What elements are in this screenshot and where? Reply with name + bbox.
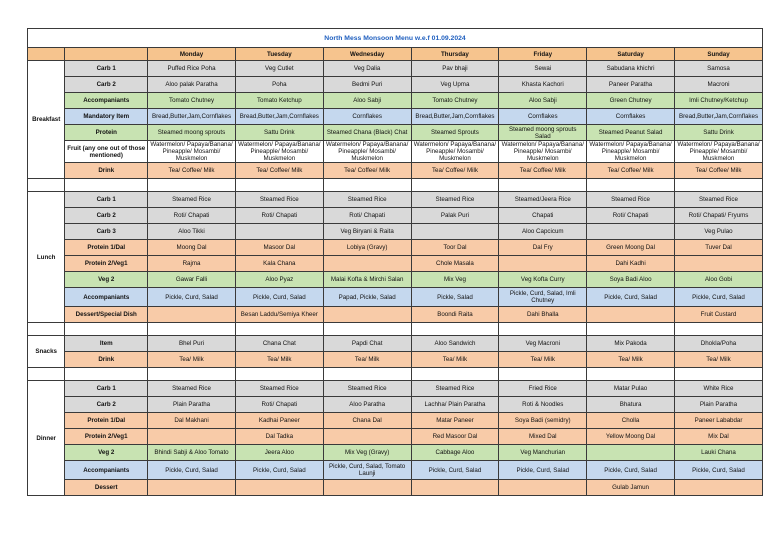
menu-cell-wednesday: Pickle, Curd, Salad, Tomato Launji	[323, 461, 411, 480]
spacer-cell	[148, 323, 236, 336]
menu-cell-friday: Dal Fry	[499, 240, 587, 256]
section-spacer-row	[28, 179, 763, 192]
menu-table	[27, 28, 763, 496]
menu-cell-thursday	[411, 224, 499, 240]
menu-cell-sunday: Macroni	[674, 77, 762, 93]
menu-cell-wednesday: Aloo Paratha	[323, 397, 411, 413]
menu-cell-saturday: Roti/ Chapati	[587, 208, 675, 224]
spacer-cell	[411, 323, 499, 336]
lunch-row	[28, 208, 763, 224]
menu-title: North Mess Monsoon Menu w.e.f 01.09.2024	[28, 29, 763, 48]
menu-cell-saturday	[587, 307, 675, 323]
spacer-cell	[411, 179, 499, 192]
menu-cell-friday: Tea/ Milk	[499, 352, 587, 368]
menu-cell-wednesday: Mix Veg (Gravy)	[323, 445, 411, 461]
menu-cell-monday: Steamed Rice	[148, 381, 236, 397]
menu-body	[28, 29, 763, 496]
spacer-cell	[499, 368, 587, 381]
menu-cell-sunday: Paneer Lababdar	[674, 413, 762, 429]
spacer-cell	[323, 368, 411, 381]
row-label: Protein 2/Veg1	[65, 256, 148, 272]
menu-cell-thursday: Palak Puri	[411, 208, 499, 224]
menu-cell-saturday: Pickle, Curd, Salad	[587, 461, 675, 480]
menu-cell-thursday: Lachha/ Plain Paratha	[411, 397, 499, 413]
menu-cell-tuesday: Tea/ Coffee/ Milk	[235, 163, 323, 179]
menu-cell-wednesday	[323, 429, 411, 445]
row-label: Protein	[65, 125, 148, 141]
menu-cell-sunday: Tuver Dal	[674, 240, 762, 256]
row-label: Accompaniants	[65, 461, 148, 480]
menu-cell-saturday: Green Chutney	[587, 93, 675, 109]
menu-cell-monday: Dal Makhani	[148, 413, 236, 429]
menu-cell-friday: Fried Rice	[499, 381, 587, 397]
row-label: Carb 2	[65, 77, 148, 93]
menu-cell-tuesday: Poha	[235, 77, 323, 93]
menu-cell-friday: Sewai	[499, 61, 587, 77]
menu-cell-thursday: Red Masoor Dal	[411, 429, 499, 445]
menu-cell-tuesday: Tomato Ketchup	[235, 93, 323, 109]
menu-cell-monday: Steamed moong sprouts	[148, 125, 236, 141]
snacks-row	[28, 336, 763, 352]
menu-cell-monday: Watermelon/ Papaya/Banana/ Pineapple/ Mosambi/ Muskmelon	[148, 141, 236, 163]
menu-cell-tuesday: Pickle, Curd, Salad	[235, 288, 323, 307]
dinner-meal-label: Dinner	[28, 381, 65, 496]
dinner-row	[28, 381, 763, 397]
menu-cell-thursday: Steamed Rice	[411, 192, 499, 208]
spacer-cell	[148, 368, 236, 381]
menu-cell-friday: Khasta Kachori	[499, 77, 587, 93]
menu-cell-thursday: Pickle, Curd, Salad	[411, 461, 499, 480]
menu-cell-thursday: Veg Upma	[411, 77, 499, 93]
menu-cell-friday: Aloo Sabji	[499, 93, 587, 109]
lunch-row	[28, 224, 763, 240]
spacer-cell	[587, 323, 675, 336]
menu-cell-friday	[499, 256, 587, 272]
spacer-cell	[65, 368, 148, 381]
menu-cell-sunday: Aloo Gobi	[674, 272, 762, 288]
day-header-row	[28, 48, 763, 61]
menu-cell-friday: Roti & Noodles	[499, 397, 587, 413]
spacer-cell	[674, 323, 762, 336]
menu-sheet	[27, 28, 763, 496]
menu-cell-friday	[499, 480, 587, 496]
menu-cell-saturday: Bhatura	[587, 397, 675, 413]
row-label: Dessert/Special Dish	[65, 307, 148, 323]
menu-cell-friday: Soya Badi (semidry)	[499, 413, 587, 429]
row-label: Protein 1/Dal	[65, 240, 148, 256]
menu-cell-monday: Tea/ Milk	[148, 352, 236, 368]
row-label: Fruit (any one out of those mentioned)	[65, 141, 148, 163]
lunch-row	[28, 288, 763, 307]
row-label: Protein 2/Veg1	[65, 429, 148, 445]
menu-cell-sunday: Plain Paratha	[674, 397, 762, 413]
breakfast-meal-label: Breakfast	[28, 61, 65, 179]
menu-cell-monday: Roti/ Chapati	[148, 208, 236, 224]
lunch-row	[28, 256, 763, 272]
menu-cell-sunday	[674, 480, 762, 496]
menu-cell-tuesday: Kadhai Paneer	[235, 413, 323, 429]
menu-cell-wednesday: Veg Dalia	[323, 61, 411, 77]
menu-cell-tuesday: Masoor Dal	[235, 240, 323, 256]
spacer-cell	[65, 179, 148, 192]
menu-cell-tuesday: Bread,Butter,Jam,Cornflakes	[235, 109, 323, 125]
menu-cell-thursday: Chole Masala	[411, 256, 499, 272]
menu-cell-thursday: Watermelon/ Papaya/Banana/ Pineapple/ Mosambi/ Muskmelon	[411, 141, 499, 163]
menu-cell-tuesday	[235, 480, 323, 496]
spacer-cell	[28, 368, 65, 381]
menu-cell-thursday: Pickle, Salad	[411, 288, 499, 307]
menu-cell-monday	[148, 480, 236, 496]
menu-cell-thursday: Tea/ Coffee/ Milk	[411, 163, 499, 179]
spacer-cell	[499, 179, 587, 192]
spacer-cell	[65, 323, 148, 336]
lunch-row	[28, 307, 763, 323]
menu-cell-wednesday: Tea/ Coffee/ Milk	[323, 163, 411, 179]
menu-cell-monday: Puffed Rice Poha	[148, 61, 236, 77]
spacer-cell	[28, 323, 65, 336]
menu-cell-wednesday: Bedmi Puri	[323, 77, 411, 93]
menu-cell-friday: Veg Kofta Curry	[499, 272, 587, 288]
menu-cell-monday: Pickle, Curd, Salad	[148, 288, 236, 307]
breakfast-row	[28, 163, 763, 179]
lunch-row	[28, 272, 763, 288]
menu-cell-saturday	[587, 224, 675, 240]
menu-cell-wednesday: Steamed Rice	[323, 381, 411, 397]
lunch-meal-label: Lunch	[28, 192, 65, 323]
day-header-saturday: Saturday	[587, 48, 675, 61]
row-label: Carb 2	[65, 208, 148, 224]
breakfast-row	[28, 61, 763, 77]
menu-cell-saturday: Yellow Moong Dal	[587, 429, 675, 445]
menu-cell-saturday: Tea/ Milk	[587, 352, 675, 368]
menu-cell-sunday: Watermelon/ Papaya/Banana/ Pineapple/ Mosambi/ Muskmelon	[674, 141, 762, 163]
menu-cell-friday: Pickle, Curd, Salad, Imli Chutney	[499, 288, 587, 307]
menu-cell-saturday: Green Moong Dal	[587, 240, 675, 256]
menu-cell-saturday	[587, 445, 675, 461]
spacer-cell	[411, 368, 499, 381]
menu-cell-thursday: Steamed Rice	[411, 381, 499, 397]
row-label: Veg 2	[65, 445, 148, 461]
menu-cell-wednesday: Steamed Rice	[323, 192, 411, 208]
dinner-row	[28, 397, 763, 413]
menu-cell-sunday: Lauki Chana	[674, 445, 762, 461]
dinner-row	[28, 480, 763, 496]
menu-cell-tuesday: Dal Tadka	[235, 429, 323, 445]
spacer-cell	[499, 323, 587, 336]
menu-cell-thursday: Cabbage Aloo	[411, 445, 499, 461]
menu-cell-sunday: Samosa	[674, 61, 762, 77]
spacer-cell	[235, 179, 323, 192]
row-label: Drink	[65, 163, 148, 179]
menu-cell-friday: Watermelon/ Papaya/Banana/ Pineapple/ Mosambi/ Muskmelon	[499, 141, 587, 163]
spacer-cell	[674, 368, 762, 381]
row-label: Accompaniants	[65, 93, 148, 109]
menu-cell-wednesday: Cornflakes	[323, 109, 411, 125]
menu-cell-tuesday: Chana Chat	[235, 336, 323, 352]
row-label: Veg 2	[65, 272, 148, 288]
lunch-row	[28, 192, 763, 208]
day-header-wednesday: Wednesday	[323, 48, 411, 61]
menu-cell-thursday: Bread,Butter,Jam,Cornflakes	[411, 109, 499, 125]
header-blank-label	[65, 48, 148, 61]
menu-cell-tuesday: Kala Chana	[235, 256, 323, 272]
menu-cell-thursday	[411, 480, 499, 496]
header-blank-meal	[28, 48, 65, 61]
section-spacer-row	[28, 368, 763, 381]
menu-cell-sunday: Bread,Butter,Jam,Cornflakes	[674, 109, 762, 125]
dinner-row	[28, 413, 763, 429]
snacks-meal-label: Snacks	[28, 336, 65, 368]
spacer-cell	[323, 323, 411, 336]
menu-cell-monday: Tomato Chutney	[148, 93, 236, 109]
day-header-sunday: Sunday	[674, 48, 762, 61]
menu-cell-wednesday: Malai Kofta & Mirchi Salan	[323, 272, 411, 288]
menu-cell-wednesday: Tea/ Milk	[323, 352, 411, 368]
spacer-cell	[587, 368, 675, 381]
menu-cell-friday: Steamed/Jeera Rice	[499, 192, 587, 208]
menu-cell-wednesday: Papdi Chat	[323, 336, 411, 352]
menu-cell-thursday: Tea/ Milk	[411, 352, 499, 368]
menu-cell-thursday: Aloo Sandwich	[411, 336, 499, 352]
menu-cell-monday: Rajma	[148, 256, 236, 272]
spacer-cell	[28, 179, 65, 192]
menu-cell-friday: Chapati	[499, 208, 587, 224]
menu-cell-friday: Tea/ Coffee/ Milk	[499, 163, 587, 179]
menu-cell-sunday: Imli Chutney/Ketchup	[674, 93, 762, 109]
menu-cell-friday: Dahi Bhalla	[499, 307, 587, 323]
menu-cell-saturday: Mix Pakoda	[587, 336, 675, 352]
menu-cell-monday: Pickle, Curd, Salad	[148, 461, 236, 480]
menu-cell-sunday: Pickle, Curd, Salad	[674, 288, 762, 307]
spacer-cell	[148, 179, 236, 192]
menu-cell-saturday: Dahi Kadhi	[587, 256, 675, 272]
menu-cell-wednesday: Chana Dal	[323, 413, 411, 429]
spacer-cell	[323, 179, 411, 192]
menu-cell-thursday: Toor Dal	[411, 240, 499, 256]
menu-cell-monday: Aloo Tikki	[148, 224, 236, 240]
menu-cell-monday: Gawar Falli	[148, 272, 236, 288]
menu-cell-friday: Aloo Capcicum	[499, 224, 587, 240]
menu-cell-saturday: Watermelon/ Papaya/Banana/ Pineapple/ Mosambi/ Muskmelon	[587, 141, 675, 163]
day-header-friday: Friday	[499, 48, 587, 61]
menu-cell-sunday: Pickle, Curd, Salad	[674, 461, 762, 480]
row-label: Carb 1	[65, 192, 148, 208]
menu-cell-tuesday: Jeera Aloo	[235, 445, 323, 461]
menu-cell-friday: Steamed moong sprouts Salad	[499, 125, 587, 141]
menu-cell-thursday: Steamed Sprouts	[411, 125, 499, 141]
menu-cell-tuesday: Steamed Rice	[235, 381, 323, 397]
menu-cell-thursday: Pav bhaji	[411, 61, 499, 77]
row-label: Protein 1/Dal	[65, 413, 148, 429]
menu-cell-monday: Bhindi Sabji & Aloo Tomato	[148, 445, 236, 461]
breakfast-row	[28, 125, 763, 141]
menu-cell-monday	[148, 429, 236, 445]
dinner-row	[28, 445, 763, 461]
menu-cell-tuesday: Tea/ Milk	[235, 352, 323, 368]
menu-cell-monday	[148, 307, 236, 323]
spacer-cell	[674, 179, 762, 192]
menu-cell-wednesday: Watermelon/ Papaya/Banana/ Pineapple/ Mosambi/ Muskmelon	[323, 141, 411, 163]
menu-cell-thursday: Matar Paneer	[411, 413, 499, 429]
menu-cell-friday: Veg Macroni	[499, 336, 587, 352]
title-row	[28, 29, 763, 48]
menu-cell-monday: Bread,Butter,Jam,Cornflakes	[148, 109, 236, 125]
menu-cell-tuesday: Besan Laddu/Semiya Kheer	[235, 307, 323, 323]
menu-cell-thursday: Mix Veg	[411, 272, 499, 288]
menu-cell-wednesday	[323, 256, 411, 272]
menu-cell-sunday	[674, 256, 762, 272]
menu-cell-sunday: Fruit Custard	[674, 307, 762, 323]
spacer-cell	[235, 368, 323, 381]
menu-cell-saturday: Sabudana khichri	[587, 61, 675, 77]
day-header-monday: Monday	[148, 48, 236, 61]
menu-cell-thursday: Boondi Raita	[411, 307, 499, 323]
menu-cell-friday: Cornflakes	[499, 109, 587, 125]
section-spacer-row	[28, 323, 763, 336]
menu-cell-friday: Pickle, Curd, Salad	[499, 461, 587, 480]
breakfast-row	[28, 93, 763, 109]
menu-cell-tuesday	[235, 224, 323, 240]
day-header-thursday: Thursday	[411, 48, 499, 61]
day-header-tuesday: Tuesday	[235, 48, 323, 61]
menu-cell-tuesday: Pickle, Curd, Salad	[235, 461, 323, 480]
menu-cell-sunday: Dhokla/Poha	[674, 336, 762, 352]
spacer-cell	[235, 323, 323, 336]
menu-cell-tuesday: Aloo Pyaz	[235, 272, 323, 288]
menu-cell-sunday: Steamed Rice	[674, 192, 762, 208]
menu-cell-tuesday: Roti/ Chapati	[235, 208, 323, 224]
menu-cell-monday: Steamed Rice	[148, 192, 236, 208]
menu-cell-wednesday: Papad, Pickle, Salad	[323, 288, 411, 307]
row-label: Item	[65, 336, 148, 352]
row-label: Drink	[65, 352, 148, 368]
menu-cell-monday: Plain Paratha	[148, 397, 236, 413]
dinner-row	[28, 429, 763, 445]
row-label: Carb 1	[65, 61, 148, 77]
row-label: Mandatory Item	[65, 109, 148, 125]
menu-cell-monday: Bhel Puri	[148, 336, 236, 352]
menu-cell-tuesday: Watermelon/ Papaya/Banana/ Pineapple/ Mosambi/ Muskmelon	[235, 141, 323, 163]
row-label: Dessert	[65, 480, 148, 496]
menu-cell-friday: Mixed Dal	[499, 429, 587, 445]
menu-cell-saturday: Tea/ Coffee/ Milk	[587, 163, 675, 179]
spacer-cell	[587, 179, 675, 192]
menu-cell-sunday: Veg Pulao	[674, 224, 762, 240]
menu-cell-wednesday: Veg Biryani & Raita	[323, 224, 411, 240]
menu-cell-saturday: Paneer Paratha	[587, 77, 675, 93]
menu-cell-tuesday: Steamed Rice	[235, 192, 323, 208]
menu-cell-sunday: Mix Dal	[674, 429, 762, 445]
menu-cell-sunday: Tea/ Milk	[674, 352, 762, 368]
menu-cell-saturday: Steamed Rice	[587, 192, 675, 208]
menu-cell-wednesday: Aloo Sabji	[323, 93, 411, 109]
menu-cell-tuesday: Veg Cutlet	[235, 61, 323, 77]
menu-cell-wednesday	[323, 480, 411, 496]
menu-cell-wednesday: Steamed Chana (Black) Chat	[323, 125, 411, 141]
snacks-row	[28, 352, 763, 368]
menu-cell-thursday: Tomato Chutney	[411, 93, 499, 109]
menu-cell-saturday: Pickle, Curd, Salad	[587, 288, 675, 307]
menu-cell-sunday: Tea/ Coffee/ Milk	[674, 163, 762, 179]
menu-cell-monday: Moong Dal	[148, 240, 236, 256]
menu-cell-friday: Veg Manchurian	[499, 445, 587, 461]
lunch-row	[28, 240, 763, 256]
row-label: Accompaniants	[65, 288, 148, 307]
row-label: Carb 2	[65, 397, 148, 413]
breakfast-row	[28, 109, 763, 125]
menu-cell-saturday: Cornflakes	[587, 109, 675, 125]
dinner-row	[28, 461, 763, 480]
menu-cell-saturday: Soya Badi Aloo	[587, 272, 675, 288]
menu-cell-saturday: Gulab Jamun	[587, 480, 675, 496]
breakfast-row	[28, 77, 763, 93]
menu-cell-wednesday: Lobiya (Gravy)	[323, 240, 411, 256]
menu-cell-wednesday: Roti/ Chapati	[323, 208, 411, 224]
row-label: Carb 3	[65, 224, 148, 240]
breakfast-row	[28, 141, 763, 163]
menu-cell-sunday: White Rice	[674, 381, 762, 397]
menu-cell-monday: Aloo palak Paratha	[148, 77, 236, 93]
menu-cell-saturday: Cholla	[587, 413, 675, 429]
row-label: Carb 1	[65, 381, 148, 397]
menu-cell-saturday: Steamed Peanut Salad	[587, 125, 675, 141]
menu-cell-monday: Tea/ Coffee/ Milk	[148, 163, 236, 179]
menu-cell-tuesday: Sattu Drink	[235, 125, 323, 141]
menu-cell-tuesday: Roti/ Chapati	[235, 397, 323, 413]
menu-cell-sunday: Roti/ Chapati/ Fryums	[674, 208, 762, 224]
menu-cell-wednesday	[323, 307, 411, 323]
menu-cell-sunday: Sattu Drink	[674, 125, 762, 141]
menu-cell-saturday: Matar Pulao	[587, 381, 675, 397]
